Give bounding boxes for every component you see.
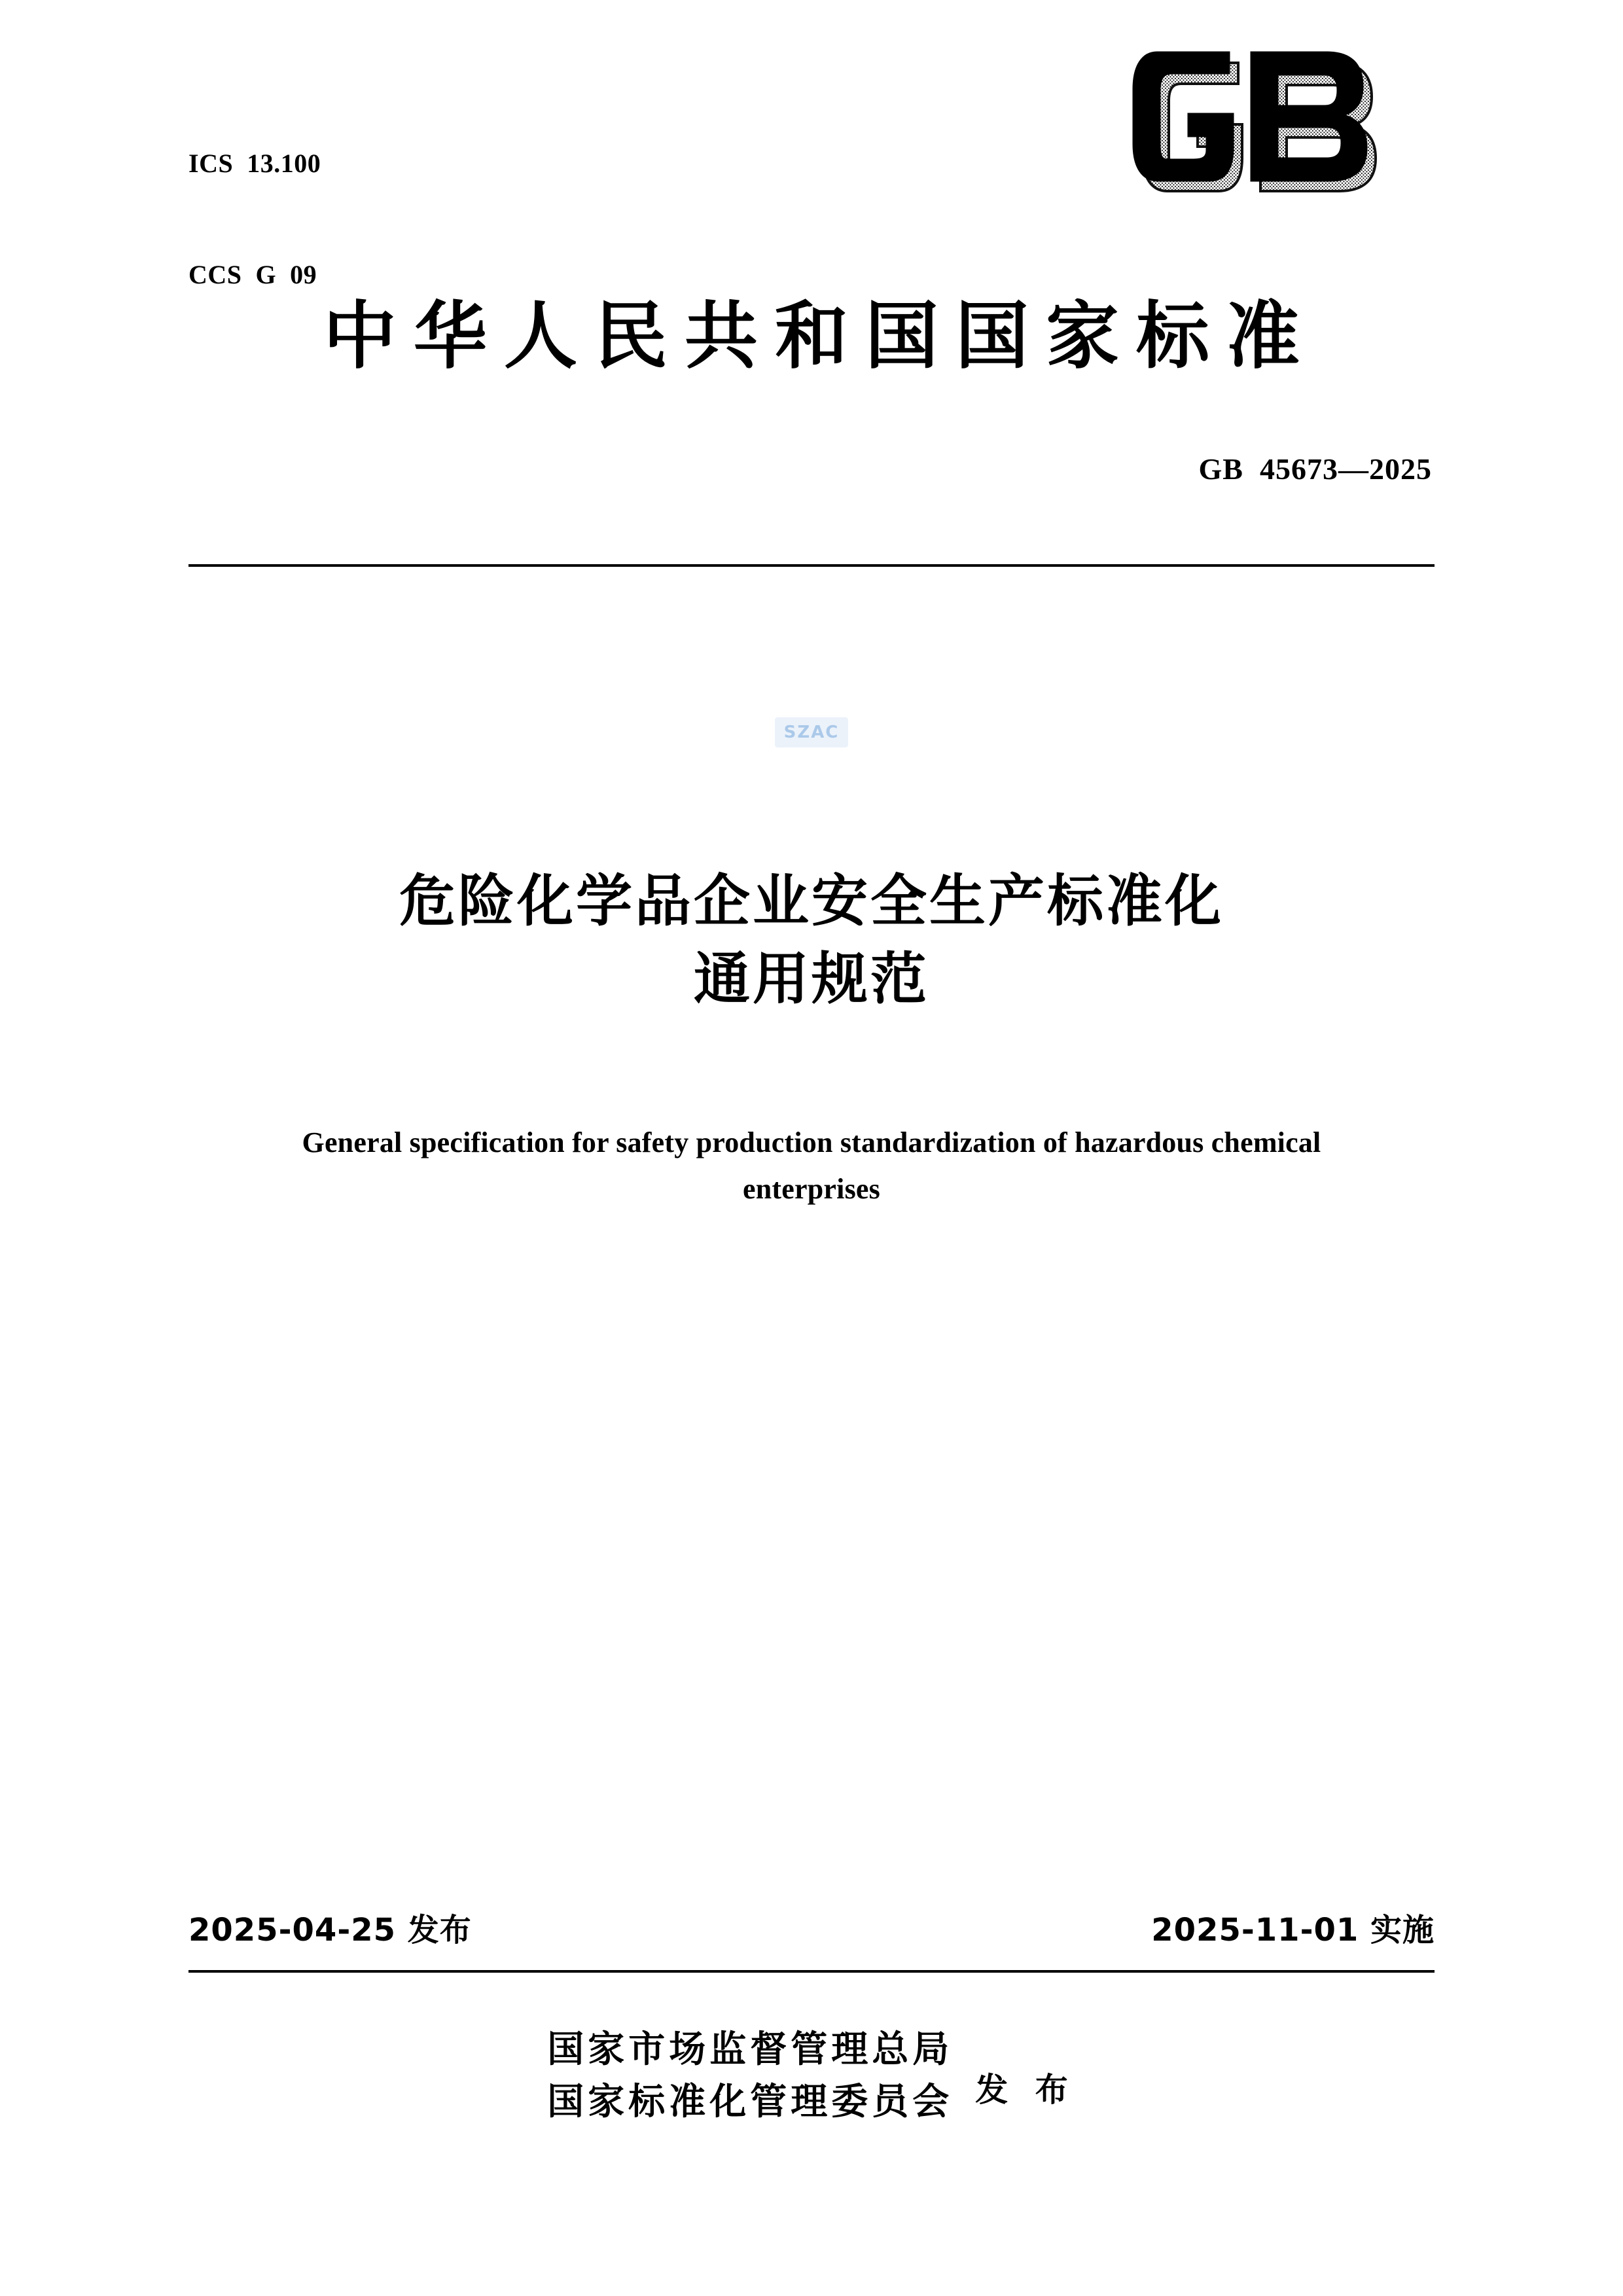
publisher-issue-word: 发 布 <box>975 2070 1076 2109</box>
national-standard-header: 中华人民共和国国家标准 <box>323 294 1317 379</box>
publisher-line2: 国家标准化管理委员会 <box>547 2080 954 2123</box>
date-row <box>188 1905 1435 1950</box>
issue-date: 2025-04-25 发布 <box>188 1912 472 1948</box>
page-title-cn-line1: 危险化学品企业安全生产标准化 <box>399 869 1224 934</box>
gb-emblem-icon <box>1131 46 1432 196</box>
publisher-names <box>547 2024 953 2128</box>
implementation-date: 2025-11-01 实施 <box>1151 1912 1435 1948</box>
header-divider <box>188 564 1435 567</box>
page-title-cn-line2: 通用规范 <box>694 946 929 1012</box>
watermark <box>0 717 1623 747</box>
footer-divider <box>188 1970 1435 1973</box>
standard-number: GB 45673—2025 <box>1198 452 1432 486</box>
watermark-text: SZAC <box>775 717 849 747</box>
publisher-line1: 国家市场监督管理总局 <box>547 2028 954 2071</box>
page-title-en: General specification for safety production standardization of hazardous chemical enterprises <box>302 1126 1321 1206</box>
ics-code: ICS 13.100 <box>188 148 321 178</box>
publisher-block <box>0 2024 1623 2128</box>
page-title-cn <box>0 863 1623 1018</box>
ccs-code: CCS G 09 <box>188 259 317 289</box>
